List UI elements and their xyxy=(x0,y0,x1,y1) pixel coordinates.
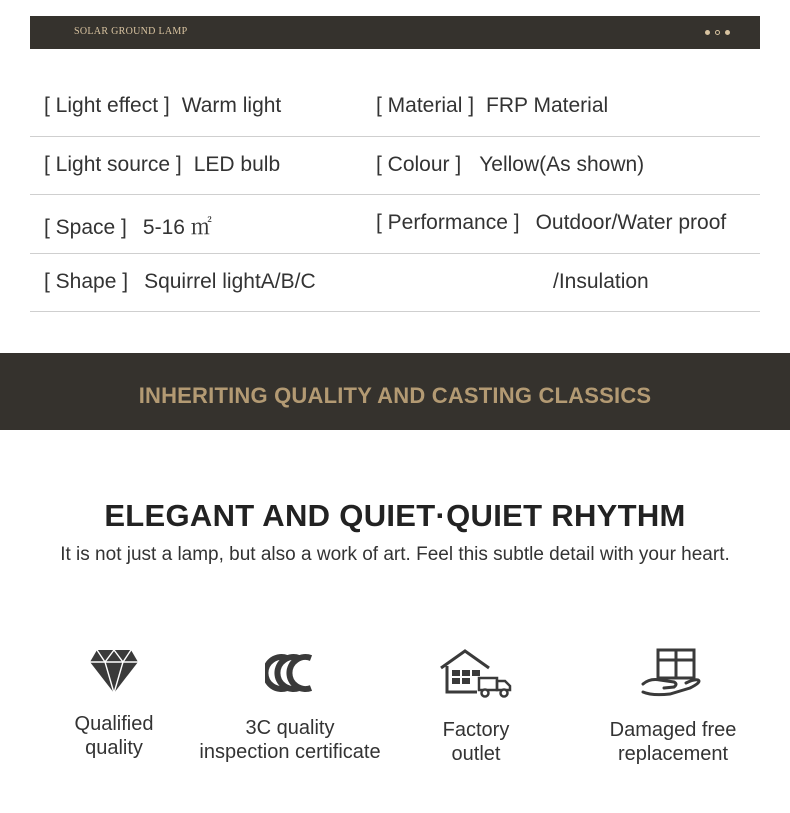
dot-icon xyxy=(705,30,710,35)
spec-key: [ Material ] xyxy=(376,94,475,117)
feature-label-line2: inspection certificate xyxy=(199,741,381,763)
spec-key: [ Colour ] xyxy=(376,152,462,176)
carousel-dots xyxy=(705,30,730,35)
spec-performance-continued: /Insulation xyxy=(553,269,649,293)
spec-value: Warm light xyxy=(181,94,282,117)
feature-3c-certificate xyxy=(190,652,390,764)
spec-shape xyxy=(44,270,316,294)
spec-row xyxy=(30,78,760,137)
ccc-certification-icon xyxy=(265,652,315,694)
spec-light-source xyxy=(44,153,280,177)
spec-light-effect xyxy=(44,94,281,118)
feature-label-line1: Factory xyxy=(442,719,510,741)
spec-value: FRP Material xyxy=(486,94,609,117)
feature-qualified-quality xyxy=(58,648,170,760)
feature-factory-outlet xyxy=(420,648,532,766)
quality-banner xyxy=(0,353,790,430)
spec-row xyxy=(30,137,760,196)
dot-icon xyxy=(715,30,720,35)
spec-value: Outdoor/Water proof xyxy=(535,211,727,234)
feature-label-line2: quality xyxy=(85,737,143,759)
spec-colour xyxy=(376,153,644,177)
spec-material xyxy=(376,94,608,118)
header-bar xyxy=(30,16,760,49)
dot-icon xyxy=(725,30,730,35)
spec-key: [ Light effect ] xyxy=(44,94,170,117)
banner-text: INHERITING QUALITY AND CASTING CLASSICS xyxy=(138,383,652,408)
feature-label-line2: replacement xyxy=(617,743,729,765)
spec-table xyxy=(30,78,760,312)
section-title: ELEGANT AND QUIET·QUIET RHYTHM xyxy=(104,498,686,533)
section-subtitle: It is not just a lamp, but also a work of art. Feel this subtle detail with your heart. xyxy=(60,544,730,565)
spec-value: 5-16 ㎡ xyxy=(142,216,212,239)
factory-truck-icon xyxy=(439,648,513,698)
spec-row xyxy=(30,254,760,313)
spec-value: LED bulb xyxy=(193,152,281,176)
feature-label-line1: Damaged free xyxy=(609,719,737,741)
spec-space xyxy=(44,211,212,241)
feature-damaged-free-replacement xyxy=(588,648,758,766)
diamond-icon xyxy=(89,648,139,694)
feature-label-line1: 3C quality xyxy=(245,717,335,739)
spec-value: Squirrel lightA/B/C xyxy=(144,269,316,293)
spec-key: [ Performance ] xyxy=(376,211,520,234)
feature-label-line2: outlet xyxy=(451,743,501,765)
spec-row xyxy=(30,195,760,254)
spec-key: [ Space ] xyxy=(44,216,127,239)
box-hand-icon xyxy=(640,648,706,698)
header-title: SOLAR GROUND LAMP xyxy=(74,26,188,37)
spec-performance xyxy=(376,211,726,235)
spec-key: [ Light source ] xyxy=(44,152,182,176)
spec-key: [ Shape ] xyxy=(44,269,129,293)
spec-value: Yellow(As shown) xyxy=(479,152,645,176)
feature-label-line1: Qualified xyxy=(74,713,154,735)
